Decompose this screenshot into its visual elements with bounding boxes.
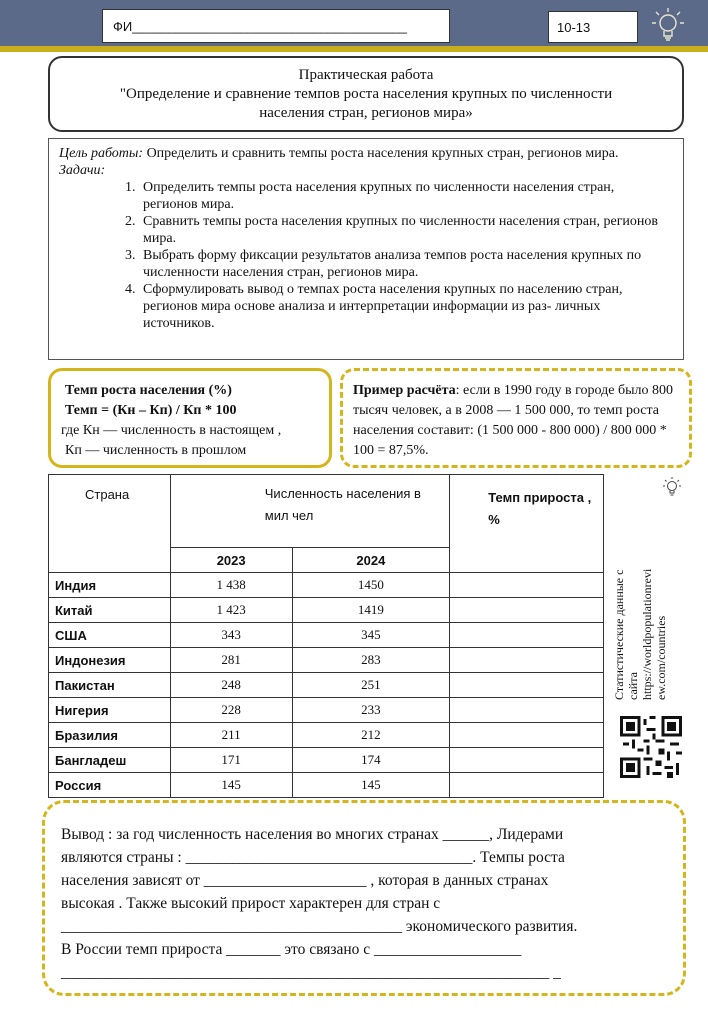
lightbulb-small-icon	[662, 476, 682, 500]
qr-code-icon[interactable]	[620, 716, 682, 778]
source-line-2: сайта	[626, 672, 640, 700]
growth-cell[interactable]	[450, 673, 604, 698]
header-country: Страна	[49, 475, 171, 573]
title-line-3: населения стран, регионов мира»	[259, 105, 473, 121]
task-item: 3. Выбрать форму фиксации результатов анализа темпов роста населения крупных по численности населения стран, регионов мира.	[139, 247, 671, 281]
header-population: Численность населения в мил чел	[170, 475, 449, 548]
header-year-2023: 2023	[170, 548, 292, 573]
growth-cell[interactable]	[450, 623, 604, 648]
conclusion-line: высокая . Также высокий прирост характерен для стран с	[61, 895, 441, 912]
task-item: 4. Сформулировать вывод о темпах роста населения крупных по населению стран, регионов мира основе анализа и интерпретации информации из раз- личных источников.	[139, 281, 671, 332]
formula-def-current: где Кн — численность в настоящем ,	[61, 423, 282, 438]
goal-description: Определить и сравнить темпы роста населения крупных стран, регионов мира.	[143, 146, 619, 161]
task-list	[59, 179, 671, 332]
conclusion-line: Вывод : за год численность населения во многих странах ______, Лидерами	[61, 826, 564, 843]
header-year-2024: 2024	[292, 548, 450, 573]
growth-cell[interactable]	[450, 748, 604, 773]
formula-def-past: Кп — численность в прошлом	[65, 443, 247, 458]
table-row: Бразилия 211 212	[49, 723, 604, 748]
example-label: Пример расчёта	[353, 383, 456, 398]
growth-cell[interactable]	[450, 723, 604, 748]
tasks-label: Задачи:	[59, 163, 106, 178]
grade-field	[548, 11, 638, 43]
table-row: США 343 345	[49, 623, 604, 648]
conclusion-line: населения зависят от _____________________ , которая в данных странах	[61, 872, 549, 889]
growth-cell[interactable]	[450, 698, 604, 723]
goal-section	[48, 138, 684, 360]
title-line-1: Практическая работа	[298, 67, 434, 83]
header-growth: Темп прироста , %	[450, 475, 604, 573]
conclusion-line: являются страны : _____________________________________. Темпы роста	[61, 849, 565, 866]
table-row: Индия 1 438 1450	[49, 573, 604, 598]
example-text: : если в 1990 году в городе было 800 тысяч человек, а в 2008 — 1 500 000, то темп роста населения составит: (1 500 000 - 800 000) / 800 000 * 100 = 87,5%.	[353, 383, 673, 458]
formula-box	[48, 368, 332, 468]
table-row: Пакистан 248 251	[49, 673, 604, 698]
source-line-1: Статистические данные с	[612, 569, 626, 700]
top-accent-line	[0, 46, 708, 52]
growth-cell[interactable]	[450, 598, 604, 623]
example-box	[340, 368, 692, 468]
growth-cell[interactable]	[450, 573, 604, 598]
growth-cell[interactable]	[450, 648, 604, 673]
table-row: Индонезия 281 283	[49, 648, 604, 673]
lightbulb-icon	[648, 3, 688, 47]
conclusion-line: В России темп прироста _______ это связано с ___________________	[61, 941, 522, 958]
grade-label: 10-13	[557, 20, 591, 35]
source-line-3[interactable]: https://worldpopulationrevi	[640, 568, 654, 700]
formula-title: Темп роста населения (%)	[65, 383, 232, 398]
goal-label: Цель работы:	[59, 146, 144, 161]
name-field[interactable]	[102, 9, 450, 43]
goal-text	[59, 145, 671, 162]
growth-cell[interactable]	[450, 773, 604, 798]
table-row: Бангладеш 171 174	[49, 748, 604, 773]
task-item: 1. Определить темпы роста населения крупных по численности населения стран, регионов мира.	[139, 179, 671, 213]
formula-expression: Темп = (Кн – Кп) / Кп * 100	[65, 403, 237, 418]
table-row: Нигерия 228 233	[49, 698, 604, 723]
task-item: 2. Сравнить темпы роста населения крупных по численности населения стран, регионов мира.	[139, 213, 671, 247]
worksheet-title	[48, 56, 684, 132]
source-note	[612, 530, 692, 700]
name-blank: ______________________________________	[132, 19, 407, 34]
name-label: ФИ	[113, 19, 133, 34]
conclusion-box[interactable]	[42, 800, 686, 996]
conclusion-line: _______________________________________________________________ _	[61, 964, 561, 981]
conclusion-line: ____________________________________________ экономического развития.	[61, 918, 578, 935]
source-line-4[interactable]: ew.com/countries	[654, 615, 668, 700]
title-line-2: "Определение и сравнение темпов роста населения крупных по численности	[119, 86, 613, 102]
table-row: Россия 145 145	[49, 773, 604, 798]
population-table	[48, 474, 604, 798]
table-row: Китай 1 423 1419	[49, 598, 604, 623]
